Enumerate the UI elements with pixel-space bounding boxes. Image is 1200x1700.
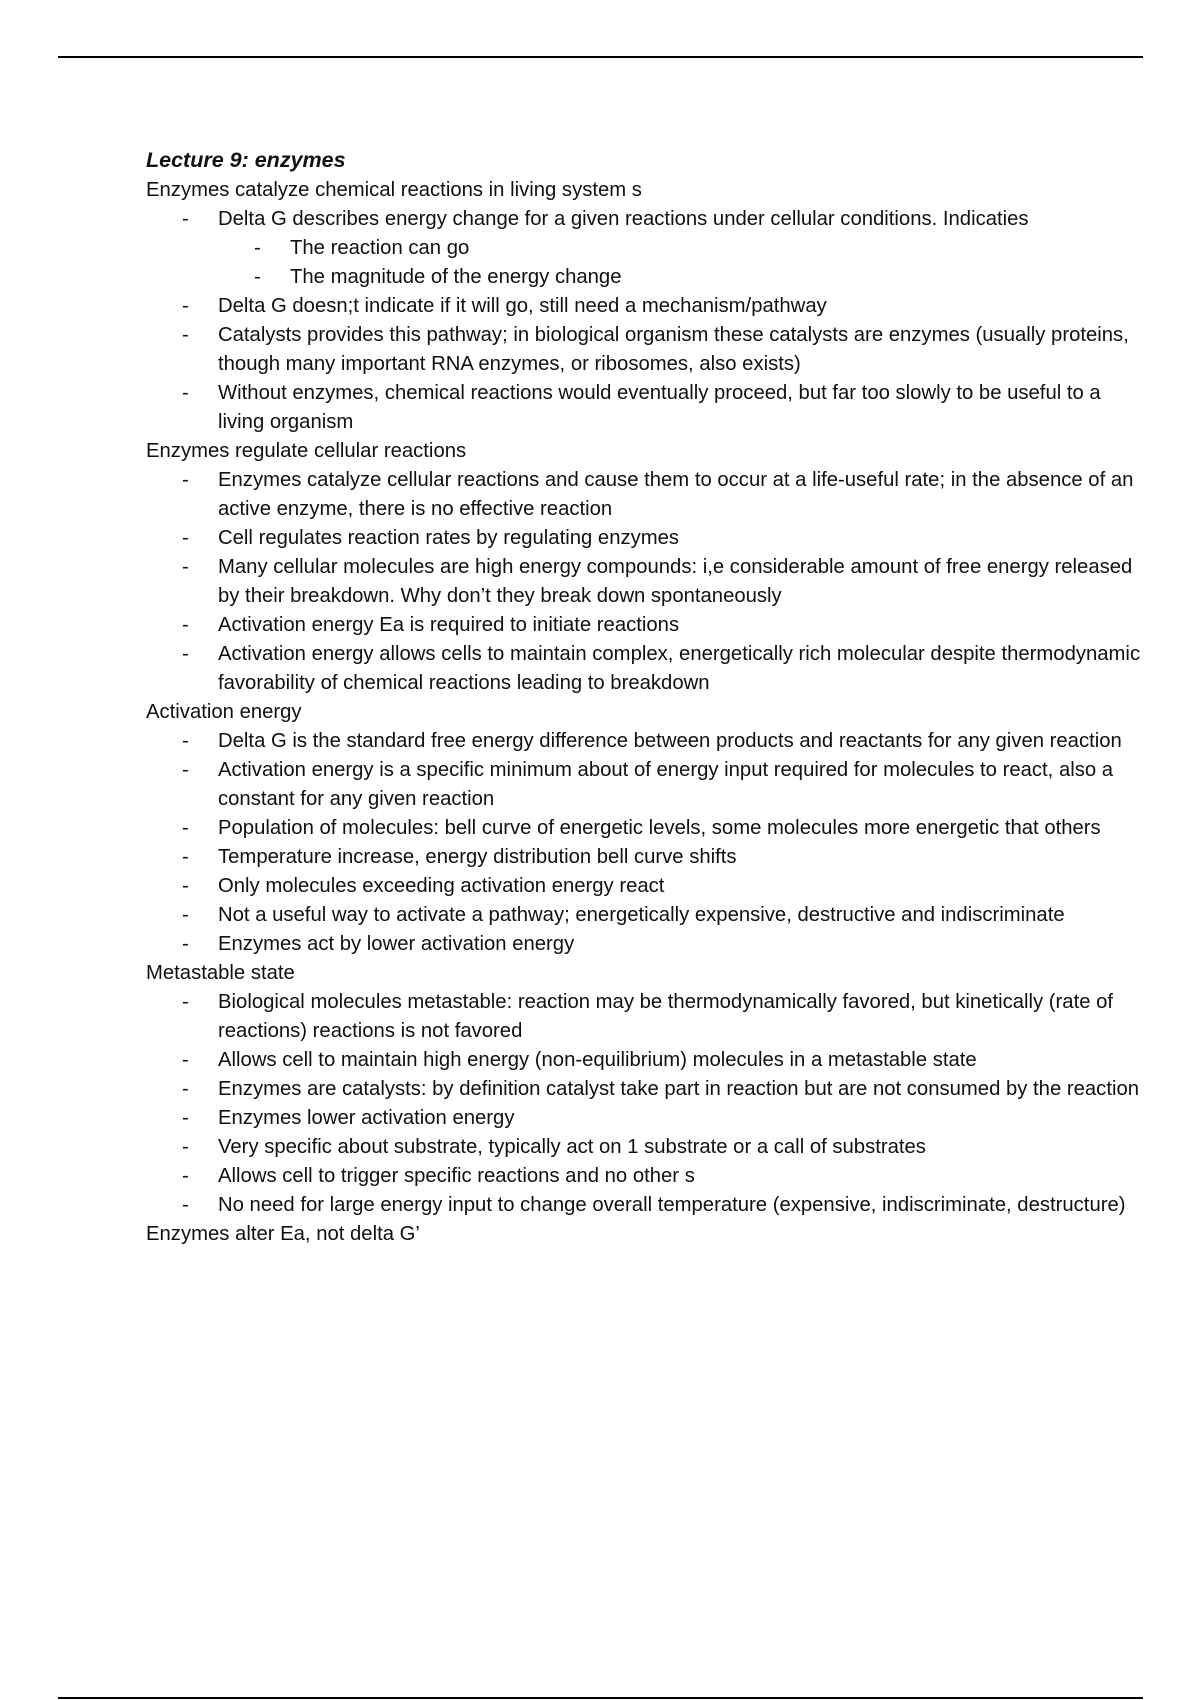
sub-bullet-list (218, 234, 1146, 292)
list-item-text: - Enzymes catalyze cellular reactions and cause them to occur at a life-useful rate; in the absence of an active enzyme, there is no effective reaction (218, 469, 1134, 520)
list-item-text: - Population of molecules: bell curve of energetic levels, some molecules more energetic that others (218, 817, 1101, 839)
list-item (146, 205, 1146, 292)
section-heading: Enzymes regulate cellular reactions (146, 440, 467, 462)
bullet-list (146, 205, 1146, 437)
list-item (146, 553, 1146, 611)
list-item (146, 727, 1146, 756)
list-item (146, 466, 1146, 524)
list-item (146, 292, 1146, 321)
list-item-text: - Activation energy allows cells to maintain complex, energetically rich molecular despite thermodynamic favorability of chemical reactions leading to breakdown (218, 643, 1141, 694)
list-item-text: - Activation energy Ea is required to initiate reactions (218, 614, 680, 636)
list-item (146, 1191, 1146, 1220)
section (146, 1220, 1146, 1249)
section (146, 176, 1146, 437)
bullet-list (146, 988, 1146, 1220)
section-heading: Enzymes alter Ea, not delta G’ (146, 1223, 420, 1245)
top-divider (58, 56, 1143, 58)
list-item (146, 1133, 1146, 1162)
list-item (146, 640, 1146, 698)
list-item (146, 321, 1146, 379)
section-list (146, 176, 1146, 1249)
list-item (146, 930, 1146, 959)
list-item-text: - Without enzymes, chemical reactions would eventually proceed, but far too slowly to be useful to a living organism (218, 382, 1101, 433)
list-item (146, 611, 1146, 640)
list-item-text: - Not a useful way to activate a pathway; energetically expensive, destructive and indiscriminate (218, 904, 1065, 926)
list-item-text: - Enzymes act by lower activation energy (218, 933, 575, 955)
list-item (146, 843, 1146, 872)
sub-list-item: - The magnitude of the energy change (218, 263, 1146, 292)
section (146, 698, 1146, 959)
bottom-divider (58, 1697, 1143, 1699)
list-item-text: - Enzymes lower activation energy (218, 1107, 515, 1129)
list-item-text: - Temperature increase, energy distribution bell curve shifts (218, 846, 737, 868)
list-item-text: - Activation energy is a specific minimum about of energy input required for molecules to react, also a constant for any given reaction (218, 759, 1114, 810)
list-item (146, 814, 1146, 843)
bullet-list (146, 466, 1146, 698)
list-item (146, 1162, 1146, 1191)
section-heading: Activation energy (146, 701, 302, 723)
list-item (146, 1075, 1146, 1104)
sub-list-item: - The reaction can go (218, 234, 1146, 263)
list-item-text: - Biological molecules metastable: reaction may be thermodynamically favored, but kinetically (rate of reactions) reactions is not favored (218, 991, 1114, 1042)
list-item-text: - Enzymes are catalysts: by definition catalyst take part in reaction but are not consumed by the reaction (218, 1078, 1140, 1100)
section (146, 959, 1146, 1220)
list-item-text: - Catalysts provides this pathway; in biological organism these catalysts are enzymes (usually proteins, though many important RNA enzymes, or ribosomes, also exists) (218, 324, 1129, 375)
list-item-text: - Cell regulates reaction rates by regulating enzymes (218, 527, 680, 549)
list-item-text: - Allows cell to trigger specific reactions and no other s (218, 1165, 695, 1187)
list-item (146, 901, 1146, 930)
list-item-text: - No need for large energy input to change overall temperature (expensive, indiscriminate, destructure) (218, 1194, 1126, 1216)
list-item (146, 1046, 1146, 1075)
section (146, 437, 1146, 698)
list-item-text: - Allows cell to maintain high energy (non-equilibrium) molecules in a metastable state (218, 1049, 977, 1071)
list-item (146, 756, 1146, 814)
list-item-text: - Very specific about substrate, typically act on 1 substrate or a call of substrates (218, 1136, 926, 1158)
section-heading: Enzymes catalyze chemical reactions in living system s (146, 179, 642, 201)
section-heading: Metastable state (146, 962, 295, 984)
list-item-text: - Delta G doesn;t indicate if it will go, still need a mechanism/pathway (218, 295, 827, 317)
list-item-text: - Only molecules exceeding activation energy react (218, 875, 665, 897)
list-item-text: - Delta G describes energy change for a given reactions under cellular conditions. Indicaties (218, 208, 1029, 230)
list-item (146, 524, 1146, 553)
list-item (146, 379, 1146, 437)
list-item (146, 988, 1146, 1046)
page-title: Lecture 9: enzymes (146, 148, 346, 172)
bullet-list (146, 727, 1146, 959)
list-item-text: - Delta G is the standard free energy difference between products and reactants for any given reaction (218, 730, 1122, 752)
list-item-text: - Many cellular molecules are high energy compounds: i,e considerable amount of free energy released by their breakdown. Why don’t they break down spontaneously (218, 556, 1133, 607)
document-body (146, 144, 1146, 1249)
list-item (146, 1104, 1146, 1133)
list-item (146, 872, 1146, 901)
